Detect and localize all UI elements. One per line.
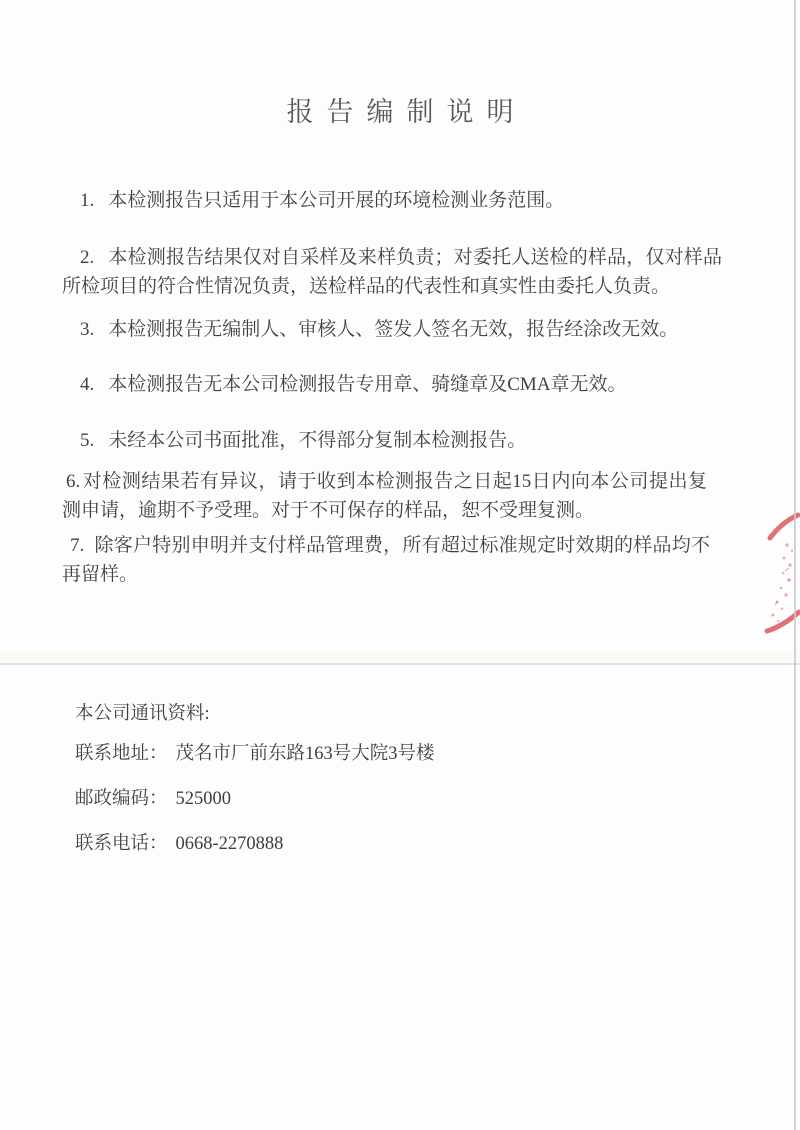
postal-value: 525000 [175,789,232,809]
page-title: 报告编制说明 [286,97,527,127]
note-item-5 [62,426,735,455]
phone-label: 联系电话： [75,834,168,854]
contact-heading: 本公司通讯资料: [75,704,210,724]
note-text: 除客户特别申明并支付样品管理费，所有超过标准规定时效期的样品均不再留样。 [62,535,710,585]
note-item-3 [62,315,735,344]
section-divider [0,663,800,665]
note-number: 3. [80,319,95,340]
contact-phone-line [75,833,283,855]
note-item-4 [62,370,735,399]
note-item-7 [62,531,710,589]
note-text: 本检测报告无编制人、审核人、签发人签名无效，报告经涂改无效。 [108,319,679,340]
note-number: 2. [80,247,95,268]
note-item-2 [62,243,722,301]
note-text: 本检测报告无本公司检测报告专用章、骑缝章及CMA章无效。 [108,374,627,395]
note-text: 本检测报告结果仅对自采样及来样负责；对委托人送检的样品，仅对样品所检项目的符合性情况负责，送检样品的代表性和真实性由委托人负责。 [62,247,722,297]
address-value: 茂名市厂前东路163号大院3号楼 [175,744,435,764]
address-label: 联系地址： [75,744,168,764]
note-item-6 [62,467,707,525]
contact-postal-line [75,788,231,810]
note-number: 5. [80,430,95,451]
scan-edge-line [794,0,796,1130]
scan-tint-band [0,650,800,663]
note-item-1 [62,186,735,215]
note-text: 本检测报告只适用于本公司开展的环境检测业务范围。 [108,190,565,211]
note-number: 7. [70,535,85,556]
note-number: 4. [80,374,95,395]
note-number: 1. [80,190,95,211]
contact-address-line [75,743,435,765]
phone-value: 0668-2270888 [175,834,284,854]
note-number: 6. [66,471,81,492]
note-text: 对检测结果若有异议，请于收到本检测报告之日起15日内向本公司提出复测申请，逾期不予受理。对于不可保存的样品，恕不受理复测。 [62,471,707,521]
partial-red-seal-icon [740,485,800,665]
note-text: 未经本公司书面批准，不得部分复制本检测报告。 [108,430,527,451]
postal-label: 邮政编码： [75,789,168,809]
